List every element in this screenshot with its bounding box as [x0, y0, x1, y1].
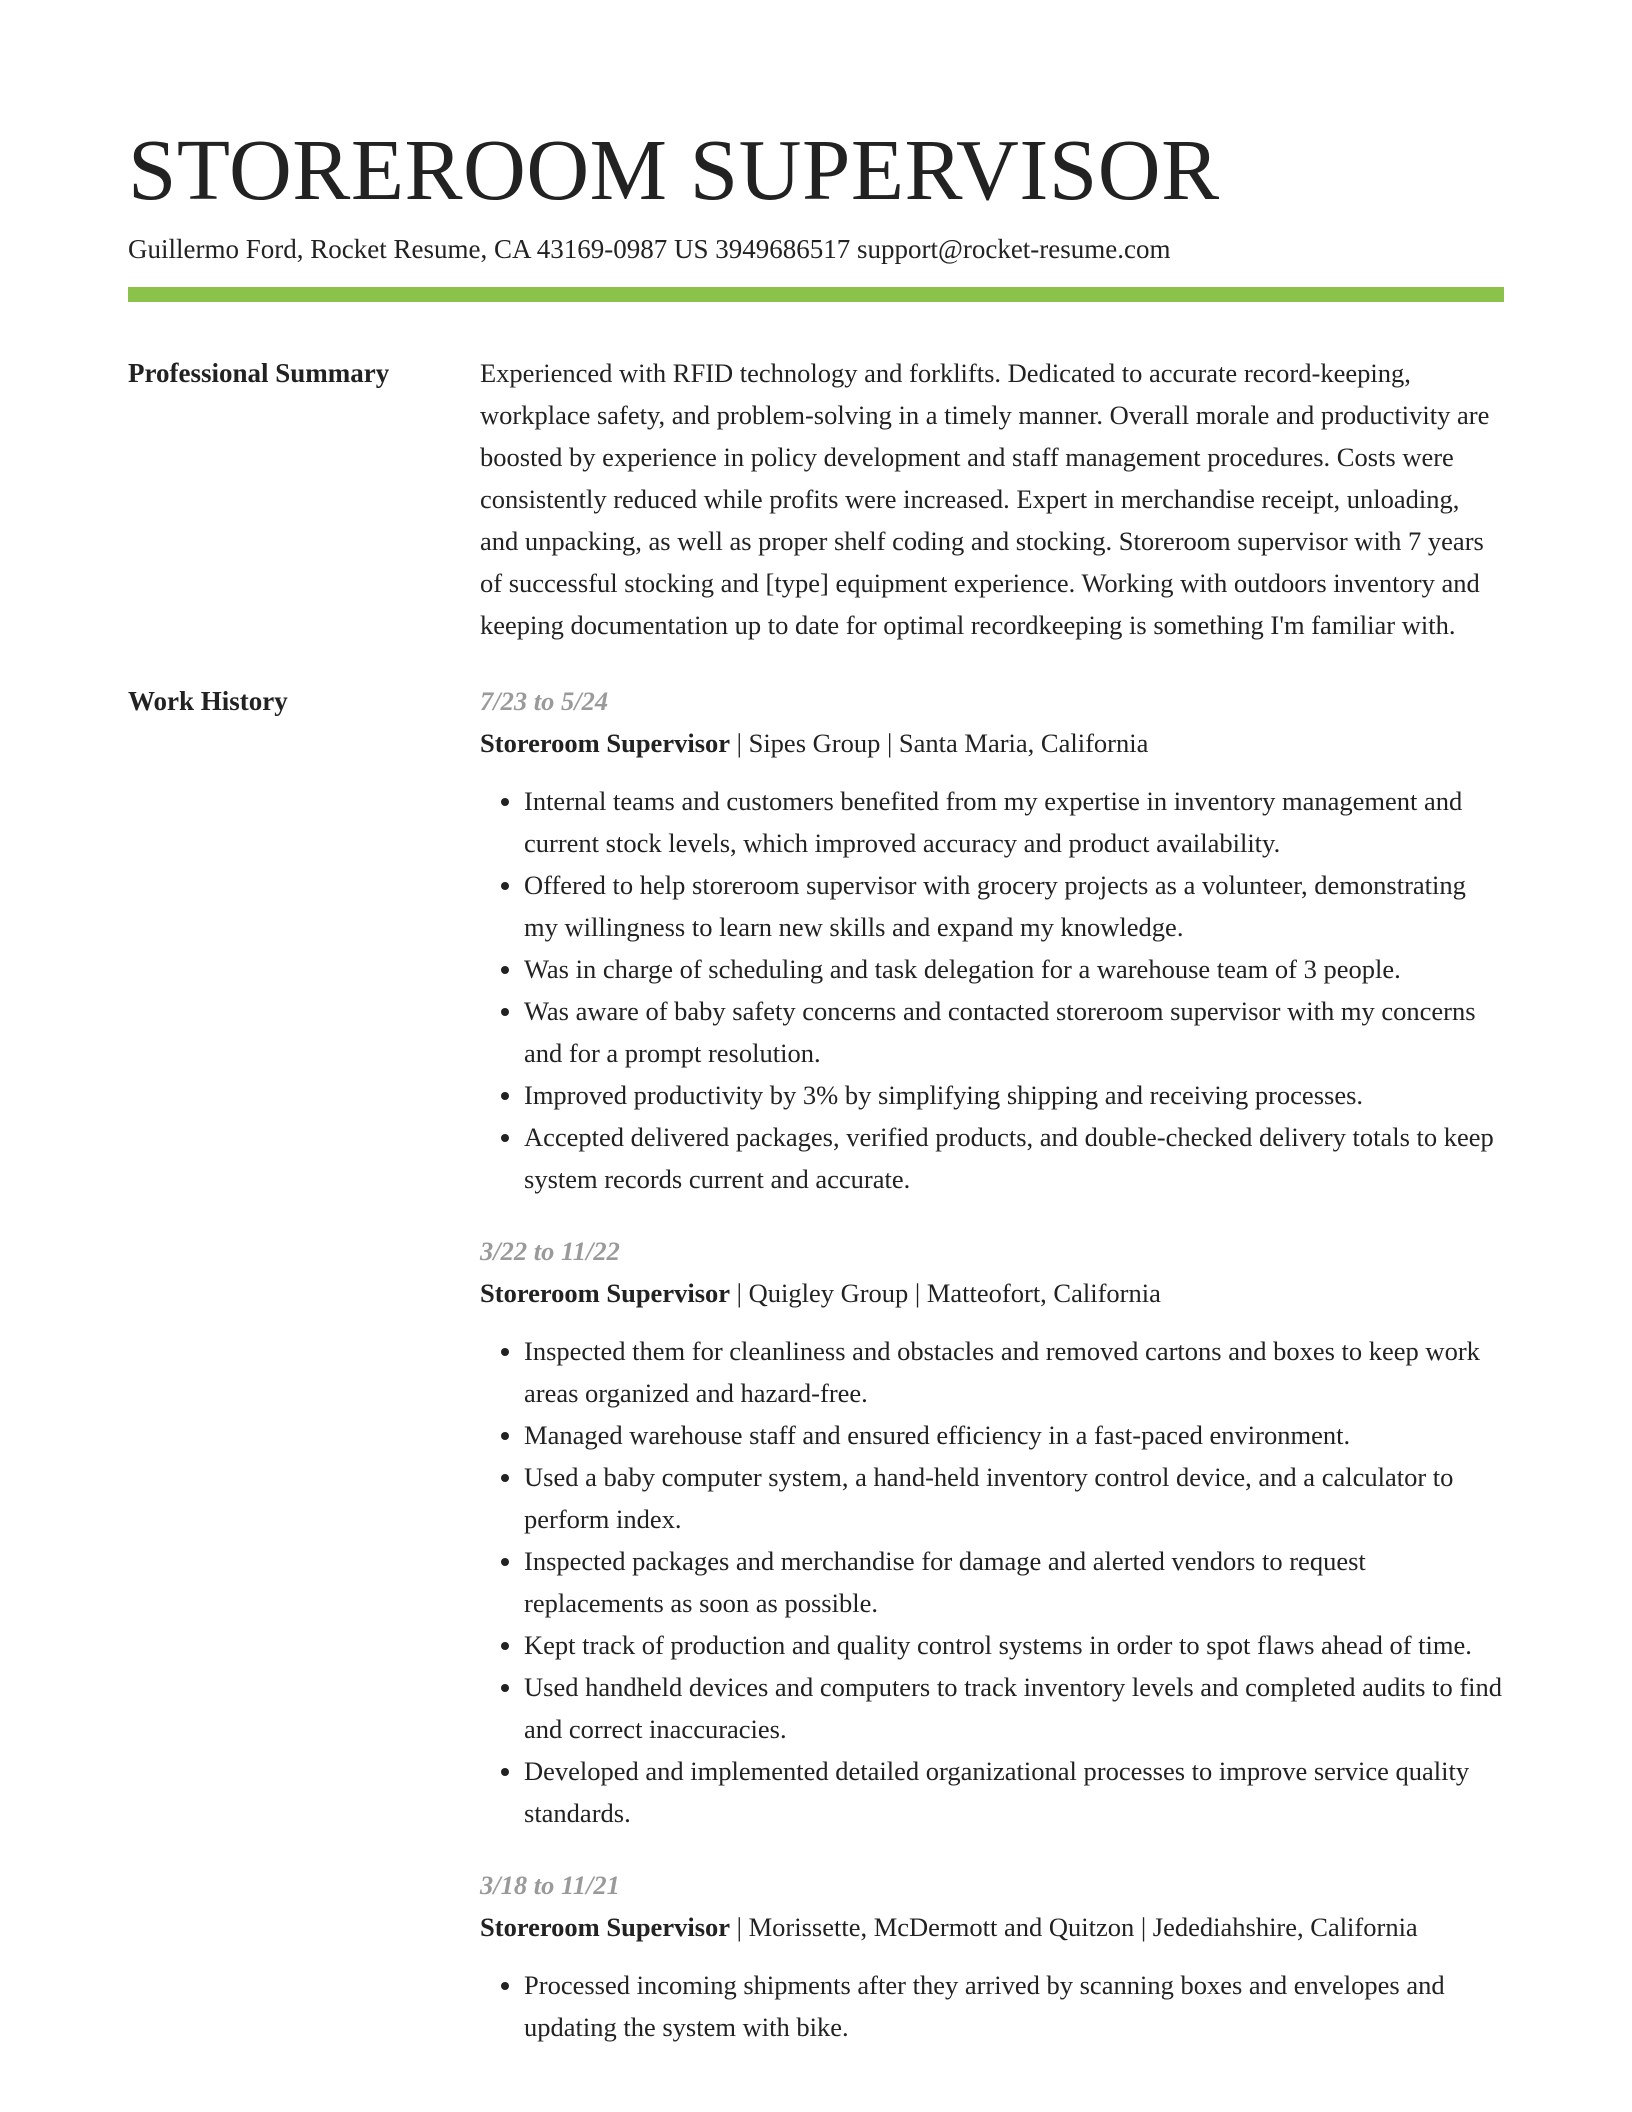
job-heading — [480, 1272, 1504, 1314]
job-bullet: • Used a baby computer system, a hand-held inventory control device, and a calculator to perform index. — [524, 1456, 1504, 1540]
work-history-body — [480, 680, 1504, 2078]
job-heading — [480, 1906, 1504, 1948]
resume-title: STOREROOM SUPERVISOR — [128, 121, 1220, 218]
job-bullet: • Processed incoming shipments after they arrived by scanning boxes and envelopes and updating the system with bike. — [524, 1964, 1504, 2048]
job-bullet-list — [480, 1330, 1504, 1834]
summary-text: Experienced with RFID technology and forklifts. Dedicated to accurate record-keeping, workplace safety, and problem-solving in a timely manner. Overall morale and productivity are boosted by experience in policy development and staff management procedures. Costs were consistently reduced while profits were increased. Expert in merchandise receipt, unloading, and unpacking, as well as proper shelf coding and stocking. Storeroom supervisor with 7 years of successful stocking and [type] equipment experience. Working with outdoors inventory and keeping documentation up to date for optimal recordkeeping is something I'm familiar with. — [480, 358, 1490, 640]
job-bullet: • Internal teams and customers benefited from my expertise in inventory management and current stock levels, which improved accuracy and product availability. — [524, 780, 1504, 864]
resume-page — [128, 118, 1504, 2078]
job-bullet: • Was in charge of scheduling and task delegation for a warehouse team of 3 people. — [524, 948, 1504, 990]
job-bullet: • Managed warehouse staff and ensured efficiency in a fast-paced environment. — [524, 1414, 1504, 1456]
job-bullet: • Was aware of baby safety concerns and contacted storeroom supervisor with my concerns and for a prompt resolution. — [524, 990, 1504, 1074]
job-details: | Quigley Group | Matteofort, California — [730, 1278, 1161, 1308]
job-bullet-list — [480, 1964, 1504, 2048]
job-bullet: • Offered to help storeroom supervisor with grocery projects as a volunteer, demonstrating my willingness to learn new skills and expand my knowledge. — [524, 864, 1504, 948]
job-bullet: • Inspected them for cleanliness and obstacles and removed cartons and boxes to keep work areas organized and hazard-free. — [524, 1330, 1504, 1414]
work-history-section — [128, 680, 1504, 2078]
job-bullet: • Used handheld devices and computers to track inventory levels and completed audits to find and correct inaccuracies. — [524, 1666, 1504, 1750]
contact-line: Guillermo Ford, Rocket Resume, CA 43169-0987 US 3949686517 support@rocket-resume.com — [128, 234, 1171, 264]
summary-body — [480, 352, 1504, 646]
job-entry — [480, 680, 1504, 1200]
job-dates: 3/22 to 11/22 — [480, 1236, 620, 1266]
job-bullet: • Accepted delivered packages, verified products, and double-checked delivery totals to keep system records current and accurate. — [524, 1116, 1504, 1200]
job-bullet: • Inspected packages and merchandise for damage and alerted vendors to request replacements as soon as possible. — [524, 1540, 1504, 1624]
job-details: | Morissette, McDermott and Quitzon | Jedediahshire, California — [730, 1912, 1418, 1942]
job-dates: 7/23 to 5/24 — [480, 686, 609, 716]
section-label-summary: Professional Summary — [128, 358, 390, 388]
job-role: Storeroom Supervisor — [480, 728, 731, 758]
job-entry — [480, 1230, 1504, 1834]
accent-divider — [128, 287, 1504, 302]
job-bullet-list — [480, 780, 1504, 1200]
job-bullet: • Developed and implemented detailed organizational processes to improve service quality standards. — [524, 1750, 1504, 1834]
job-heading — [480, 722, 1504, 764]
job-entry — [480, 1864, 1504, 2048]
job-dates: 3/18 to 11/21 — [480, 1870, 620, 1900]
summary-section — [128, 352, 1504, 646]
job-bullet: • Improved productivity by 3% by simplifying shipping and receiving processes. — [524, 1074, 1504, 1116]
job-details: | Sipes Group | Santa Maria, California — [730, 728, 1149, 758]
job-role: Storeroom Supervisor — [480, 1278, 731, 1308]
section-label-work-history: Work History — [128, 686, 288, 716]
job-role: Storeroom Supervisor — [480, 1912, 731, 1942]
job-bullet: • Kept track of production and quality control systems in order to spot flaws ahead of time. — [524, 1624, 1504, 1666]
